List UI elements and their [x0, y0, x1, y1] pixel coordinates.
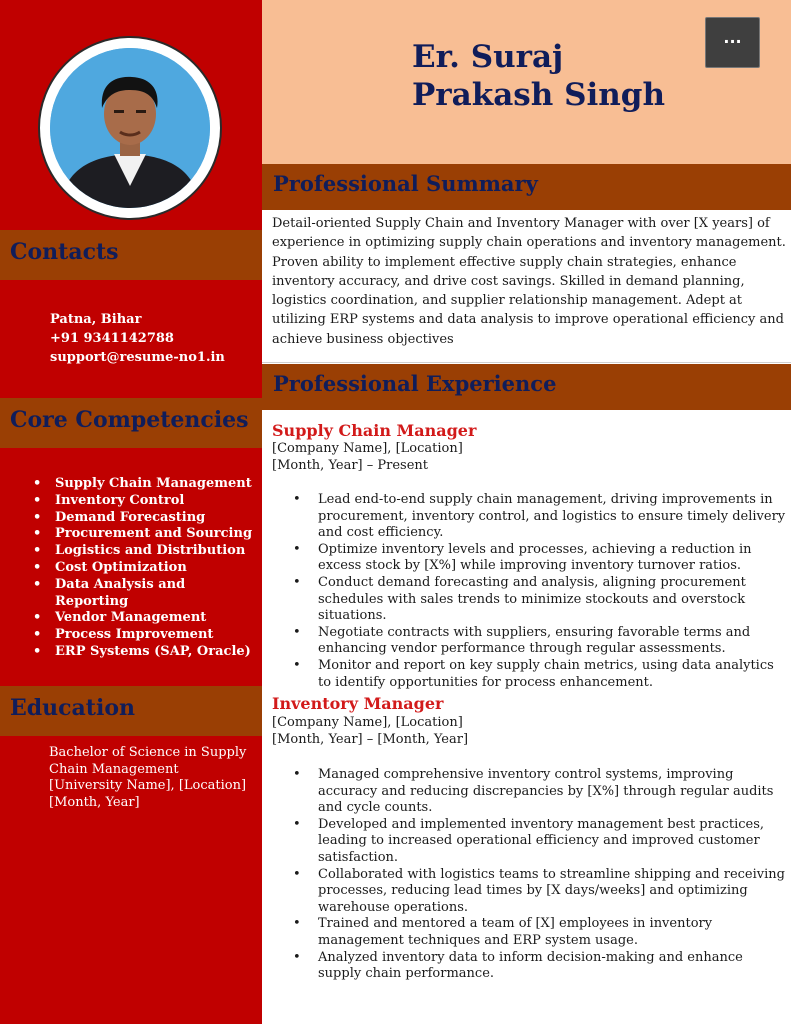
responsibility-item: • Collaborated with logistics teams to streamline shipping and receiving processes, reducing lead times by [X days/weeks] and optimizing warehouse operations.	[293, 867, 787, 917]
education-details	[49, 745, 249, 811]
professional-summary-heading: Professional Summary	[262, 164, 791, 210]
contact-email[interactable]: support@resume-no1.in	[50, 350, 225, 365]
job-dates: [Month, Year] – [Month, Year]	[272, 732, 469, 747]
name-line-1: Er. Suraj	[412, 39, 564, 75]
job-dates: [Month, Year] – Present	[272, 458, 429, 473]
name-line-2: Prakash Singh	[412, 77, 665, 113]
job-title-supply-chain-manager: Supply Chain Manager	[272, 421, 477, 440]
competency-item: • Cost Optimization	[33, 560, 262, 577]
competency-item: • Inventory Control	[33, 493, 262, 510]
job-responsibilities-list	[293, 767, 787, 983]
competency-item: • Supply Chain Management	[33, 476, 262, 493]
job-company: [Company Name], [Location]	[272, 715, 463, 730]
responsibility-item: • Lead end-to-end supply chain management, driving improvements in procurement, inventory control, and logistics to ensure timely delivery and cost efficiency.	[293, 492, 787, 542]
education-date: [Month, Year]	[49, 794, 140, 810]
responsibility-item: • Conduct demand forecasting and analysis, aligning procurement schedules with sales trends to minimize stockouts and overstock situations.	[293, 575, 787, 625]
section-divider	[262, 362, 791, 363]
profile-photo	[50, 48, 210, 208]
job-meta	[272, 714, 468, 748]
sidebar	[0, 0, 262, 1024]
competency-item: • Data Analysis and Reporting	[33, 577, 262, 611]
contact-phone[interactable]: +91 9341142788	[50, 331, 174, 346]
competency-item: • Vendor Management	[33, 610, 262, 627]
competency-item: • Procurement and Sourcing	[33, 526, 262, 543]
profile-photo-frame	[38, 36, 222, 220]
responsibility-item: • Managed comprehensive inventory control systems, improving accuracy and reducing discrepancies by [X%] through regular audits and cycle counts.	[293, 767, 787, 817]
contact-location: Patna, Bihar	[50, 312, 142, 327]
competency-item: • Logistics and Distribution	[33, 543, 262, 560]
core-competencies-heading: Core Competencies	[0, 398, 262, 448]
contact-list	[50, 310, 225, 367]
responsibility-item: • Developed and implemented inventory management best practices, leading to increased operational efficiency and improved customer satisfaction.	[293, 817, 787, 867]
contacts-heading: Contacts	[0, 230, 262, 280]
education-heading: Education	[0, 686, 262, 736]
responsibility-item: • Optimize inventory levels and processes, achieving a reduction in excess stock by [X%] while improving inventory turnover ratios.	[293, 542, 787, 575]
education-degree-line2: Chain Management	[49, 761, 179, 777]
competency-item: • Demand Forecasting	[33, 510, 262, 527]
responsibility-item: • Negotiate contracts with suppliers, ensuring favorable terms and enhancing vendor performance through regular assessments.	[293, 625, 787, 658]
competency-list	[33, 476, 262, 661]
job-responsibilities-list	[293, 492, 787, 691]
more-options-button[interactable]: ···	[705, 17, 760, 68]
professional-experience-heading: Professional Experience	[262, 364, 791, 410]
responsibility-item: • Monitor and report on key supply chain metrics, using data analytics to identify opportunities for process enhancement.	[293, 658, 787, 691]
competency-item: • Process Improvement	[33, 627, 262, 644]
education-degree-line1: Bachelor of Science in Supply	[49, 745, 247, 760]
candidate-name	[412, 38, 665, 114]
responsibility-item: • Analyzed inventory data to inform decision-making and enhance supply chain performance.	[293, 950, 787, 983]
job-title-inventory-manager: Inventory Manager	[272, 694, 444, 713]
education-university: [University Name], [Location]	[49, 778, 247, 794]
person-portrait-icon	[50, 48, 210, 208]
responsibility-item: • Trained and mentored a team of [X] employees in inventory management techniques and ERP system usage.	[293, 916, 787, 949]
competency-item: • ERP Systems (SAP, Oracle)	[33, 644, 262, 661]
job-meta	[272, 440, 463, 474]
job-company: [Company Name], [Location]	[272, 441, 463, 456]
professional-summary-text: Detail-oriented Supply Chain and Inventory Manager with over [X years] of experience in optimizing supply chain operations and inventory management. Proven ability to implement effective supply chain strategies, enhance inventory accuracy, and drive cost savings. Skilled in demand planning, logistics coordination, and supplier relationship management. Adept at utilizing ERP systems and data analysis to improve operational efficiency and achieve business objectives	[272, 216, 786, 347]
